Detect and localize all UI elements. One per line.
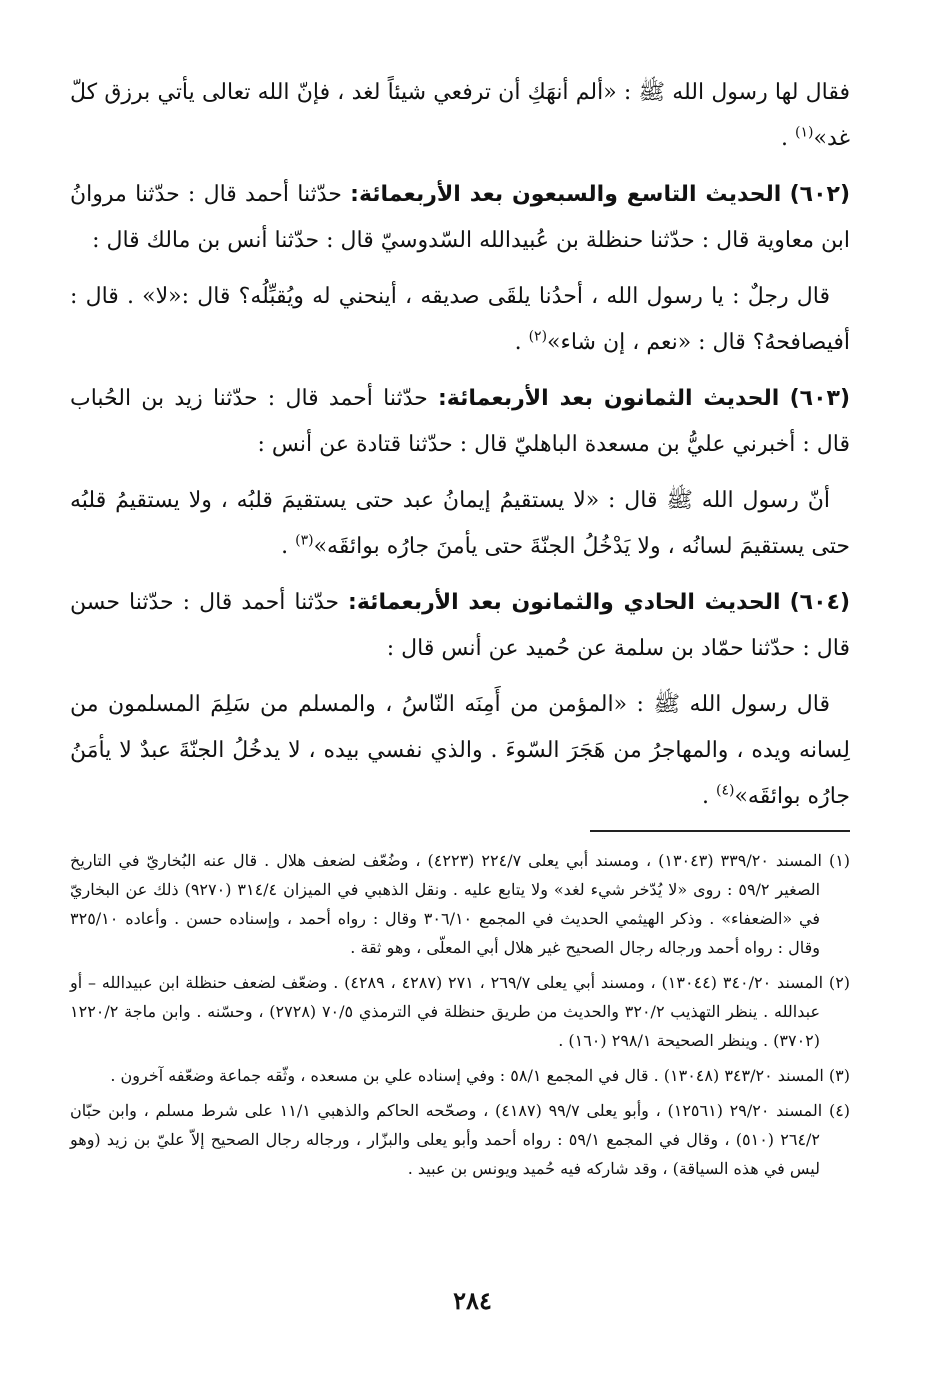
isnad: حدّثنا أحمد قال : حدّثنا حسن قال : حدّثنا حمّاد بن سلمة عن حُميد عن أنس قال : bbox=[70, 590, 850, 661]
matn-603: أنّ رسول الله ﷺ قال : «لا يستقيمُ إيمانُ عبد حتى يستقيمَ قلبُه ، ولا يستقيمُ قلبُه حتى يستقيمَ لسانُه ، ولا يَدْخُلُ الجنّةَ حتى يأمنَ جارُه بوائقَه»$^{(٣)}$ . bbox=[70, 488, 850, 559]
hadith-heading: الحديث التاسع والسبعون بعد الأربعمائة: bbox=[350, 182, 782, 207]
hadith-604 bbox=[70, 580, 850, 672]
main-text bbox=[70, 70, 850, 830]
footnote-1: (١) المسند ٣٣٩/٢٠ (١٣٠٤٣) ، ومسند أبي يعلى ٢٢٤/٧ (٤٢٢٣) ، وضُعّف لضعف هلال . قال عنه البُخاريّ في التاريخ الصغير ٥٩/٢ : روى «لا يُدّخر شيء لغد» ولا يتابع عليه . ونقل الذهبي في الميزان ٣١٤/٤ (٩٢٧٠) ذلك عن البخاريّ في «الضعفاء» . وذكر الهيثمي الحديث في المجمع ٣٠٦/١٠ وقال : رواه أحمد ، وإسناده حسن . وأعاده ٣٢٥/١٠ وقال : رواه أحمد ورجاله رجال الصحيح غير هلال أبي المعلّى ، وهو ثقة . bbox=[70, 851, 851, 957]
isnad: حدّثنا أحمد قال : حدّثنا مروانُ ابن معاوية قال : حدّثنا حنظلة بن عُبيدالله السّدوسيّ قال : حدّثنا أنس بن مالك قال : bbox=[70, 182, 850, 253]
hadith-602 bbox=[70, 172, 850, 264]
hadith-heading: الحديث الثمانون بعد الأربعمائة: bbox=[438, 386, 780, 411]
hadith-number: (٦٠٤) bbox=[789, 590, 850, 615]
hadith-heading: الحديث الحادي والثمانون بعد الأربعمائة: bbox=[348, 590, 781, 615]
text: فقال لها رسول الله ﷺ : «ألم أنهَكِ أن ترفعي شيئاً لغد ، فإنّ الله تعالى يأتي برزق كلّ غد» bbox=[70, 80, 850, 151]
footnote-2: (٢) المسند ٣٤٠/٢٠ (١٣٠٤٤) ، ومسند أبي يعلى ٢٦٩/٧ ، ٢٧١ (٤٢٨٧ ، ٤٢٨٩) . وضعّف لضعف حنظلة ابن عبيدالله – أو عبدالله . ينظر التهذيب ٣٢٠/٢ والحديث من طريق حنظلة في الترمذي ٧٠/٥ (٢٧٢٨) ، وحسّنه . وابن ماجة ١٢٢٠/٢ (٣٧٠٢) . وينظر الصحيحة ٢٩٨/١ (١٦٠) . bbox=[70, 973, 851, 1050]
hadith-number: (٦٠٣) bbox=[789, 386, 850, 411]
hadith-603 bbox=[70, 376, 850, 468]
footnote-ref-3: (٣) bbox=[295, 532, 314, 549]
matn-602: قال رجلٌ : يا رسول الله ، أحدُنا يلقَى صديقه ، أينحني له ويُقبِّلُه؟ قال :«لا» . قال : أفيصافحهُ؟ قال : «نعم ، إن شاء»$^{(٢)}$ . bbox=[70, 284, 850, 355]
footnote-3: (٣) المسند ٣٤٣/٢٠ (١٣٠٤٨) . قال في المجمع ٥٨/١ : وفي إسناده علي بن مسعده ، وثّقه جماعة وضعّفه آخرون . bbox=[110, 1066, 850, 1085]
footnote-4: (٤) المسند ٢٩/٢٠ (١٢٥٦١) ، وأبو يعلى ٩٩/٧ (٤١٨٧) ، وصحّحه الحاكم والذهبي ١١/١ على شرط مسلم ، وابن حبّان ٢٦٤/٢ (٥١٠) ، وقال في المجمع ٥٩/١ : رواه أحمد وأبو يعلى والبزّار ، ورجاله رجال الصحيح إلاّ عليّ بن زيد (وهو ليس في هذه السياقة) ، وقد شاركه فيه حُميد ويونس بن عبيد . bbox=[70, 1101, 851, 1178]
paragraph-601-continuation: فقال لها رسول الله ﷺ : «ألم أنهَكِ أن ترفعي شيئاً لغد ، فإنّ الله تعالى يأتي برزق كلّ غد»$^{(١)}$ . bbox=[70, 80, 850, 151]
text: أنّ رسول الله ﷺ قال : «لا يستقيمُ إيمانُ عبد حتى يستقيمَ قلبُه ، ولا يستقيمُ قلبُه حتى يستقيمَ لسانُه ، ولا يَدْخُلُ الجنّةَ حتى يأمنَ جارُه بوائقَه» bbox=[70, 488, 850, 559]
footnote-ref-2: (٢) bbox=[528, 328, 548, 345]
isnad: حدّثنا أحمد قال : حدّثنا زيد بن الحُباب قال : أخبرني عليُّ بن مسعدة الباهليّ قال : حدّثنا قتادة عن أنس : bbox=[70, 386, 850, 457]
text: قال رجلٌ : يا رسول الله ، أحدُنا يلقَى صديقه ، أينحني له ويُقبِّلُه؟ قال :«لا» . قال : أفيصافحهُ؟ قال : «نعم ، إن شاء» bbox=[70, 284, 850, 355]
footnote-ref-1: (١) bbox=[795, 124, 814, 141]
footnote-divider bbox=[590, 830, 850, 832]
text: قال رسول الله ﷺ : «المؤمن من أَمِنَه النّاسُ ، والمسلم من سَلِمَ المسلمون من لِسانه ويده ، والمهاجرُ من هَجَرَ السّوءَ . والذي نفسي بيده ، لا يدخُلُ الجنّةَ عبدٌ لا يأمَنُ جارُه بوائقَه» bbox=[70, 692, 850, 809]
footnotes bbox=[70, 846, 850, 1189]
matn-604: قال رسول الله ﷺ : «المؤمن من أَمِنَه النّاسُ ، والمسلم من سَلِمَ المسلمون من لِسانه ويده ، والمهاجرُ من هَجَرَ السّوءَ . والذي نفسي بيده ، لا يدخُلُ الجنّةَ عبدٌ لا يأمَنُ جارُه بوائقَه»$^{(٤)}$ . bbox=[70, 692, 850, 809]
page-number: ٢٨٤ bbox=[453, 1286, 492, 1315]
footnote-ref-4: (٤) bbox=[715, 782, 735, 799]
hadith-number: (٦٠٢) bbox=[789, 182, 850, 207]
